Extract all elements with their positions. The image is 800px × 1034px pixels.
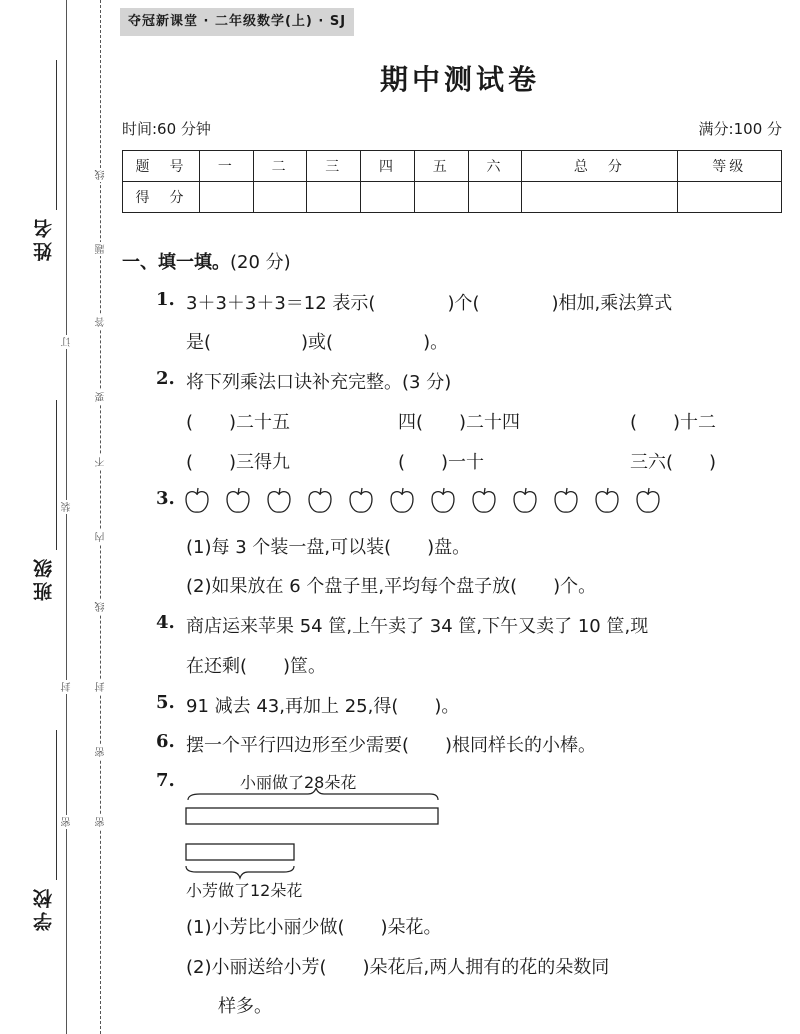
diagram-top-label: 小丽做了28朵花 <box>240 773 357 792</box>
apple-icon <box>635 486 661 514</box>
score-input-cell[interactable] <box>253 182 307 213</box>
bottom-brace <box>186 866 294 878</box>
top-brace <box>188 788 438 800</box>
question-text: 是( )或( )。 <box>186 332 449 353</box>
section-heading <box>122 248 291 274</box>
question-number: 1. <box>156 289 175 310</box>
apple-icon <box>594 486 620 514</box>
school-label: 学校 <box>33 885 55 931</box>
cut-mark: 要 <box>96 392 107 402</box>
cut-mark: 装 <box>62 502 73 512</box>
apple-icon <box>184 486 210 514</box>
question-number: 7. <box>156 770 175 791</box>
rhyme-item: ( )三得九 <box>186 452 291 473</box>
question-number: 2. <box>156 368 175 389</box>
apple-icon <box>512 486 538 514</box>
table-cell: 五 <box>414 151 468 182</box>
apple-row <box>184 486 676 514</box>
margin-rule-left <box>66 0 67 1034</box>
question-text: 摆一个平行四边形至少需要( )根同样长的小棒。 <box>186 735 597 756</box>
rhyme-item: 三六( ) <box>630 452 717 473</box>
score-input-cell[interactable] <box>414 182 468 213</box>
class-blank-line <box>56 400 57 550</box>
exam-time: 时间:60 分钟 <box>122 120 211 138</box>
question-text: 商店运来苹果 54 筐,上午卖了 34 筐,下午又卖了 10 筐,现 <box>186 616 649 637</box>
score-input-cell[interactable] <box>677 182 782 213</box>
table-cell: 题 号 <box>123 151 200 182</box>
cut-mark: 封 <box>62 682 73 692</box>
series-banner: 夺冠新课堂 · 二年级数学(上) · SJ <box>120 8 354 36</box>
section-title: 一、填一填。 <box>122 252 230 273</box>
cut-mark: 不 <box>96 457 107 467</box>
class-label: 班级 <box>33 555 55 601</box>
question-number: 5. <box>156 692 175 713</box>
table-cell: 总 分 <box>522 151 677 182</box>
question-text: 91 减去 43,再加上 25,得( )。 <box>186 696 460 717</box>
diagram-bottom-label: 小芳做了12朵花 <box>186 881 303 900</box>
apple-icon <box>307 486 333 514</box>
table-cell: 三 <box>307 151 361 182</box>
table-row <box>123 151 782 182</box>
short-bar <box>186 844 294 860</box>
cut-mark: 线 <box>96 602 107 612</box>
question-text: 3＋3＋3＋3＝12 表示( )个( )相加,乘法算式 <box>186 293 673 314</box>
page-title: 期中测试卷 <box>379 63 540 96</box>
section-points: (20 分) <box>230 252 291 273</box>
score-input-cell[interactable] <box>361 182 415 213</box>
rhyme-item: ( )二十五 <box>186 412 291 433</box>
table-cell: 得 分 <box>123 182 200 213</box>
question-number: 6. <box>156 731 175 752</box>
cut-mark: 题 <box>96 244 107 254</box>
name-label: 姓名 <box>33 215 55 261</box>
cut-mark: 订 <box>62 337 73 347</box>
score-input-cell[interactable] <box>200 182 254 213</box>
apple-icon <box>471 486 497 514</box>
question-number: 3. <box>156 488 175 509</box>
question-text: 在还剩( )筐。 <box>186 656 327 677</box>
cut-mark: 内 <box>96 532 107 542</box>
score-table <box>122 150 782 213</box>
score-input-cell[interactable] <box>307 182 361 213</box>
apple-icon <box>225 486 251 514</box>
table-cell: 等级 <box>677 151 782 182</box>
cut-mark: 线 <box>96 170 107 180</box>
rhyme-item: ( )一十 <box>398 452 485 473</box>
question-text: (1)每 3 个装一盘,可以装( )盘。 <box>186 537 471 558</box>
full-score: 满分:100 分 <box>698 120 782 138</box>
segment-diagram <box>180 788 450 888</box>
score-input-cell[interactable] <box>522 182 677 213</box>
cut-mark: 答 <box>96 317 107 327</box>
question-text: 样多。 <box>218 996 272 1017</box>
table-cell: 六 <box>468 151 522 182</box>
question-text: (2)小丽送给小芳( )朵花后,两人拥有的花的朵数同 <box>186 957 610 978</box>
long-bar <box>186 808 438 824</box>
cut-mark: 密 <box>96 817 107 827</box>
table-row <box>123 182 782 213</box>
apple-icon <box>553 486 579 514</box>
school-blank-line <box>56 730 57 880</box>
question-text: (2)如果放在 6 个盘子里,平均每个盘子放( )个。 <box>186 576 597 597</box>
rhyme-item: 四( )二十四 <box>398 412 521 433</box>
score-input-cell[interactable] <box>468 182 522 213</box>
margin-cut-line <box>100 0 101 1034</box>
question-number: 4. <box>156 612 175 633</box>
table-cell: 一 <box>200 151 254 182</box>
table-cell: 四 <box>361 151 415 182</box>
apple-icon <box>348 486 374 514</box>
cut-mark: 封 <box>96 682 107 692</box>
apple-icon <box>389 486 415 514</box>
table-cell: 二 <box>253 151 307 182</box>
cut-mark: 密 <box>62 817 73 827</box>
question-text: (1)小芳比小丽少做( )朵花。 <box>186 917 442 938</box>
apple-icon <box>266 486 292 514</box>
rhyme-item: ( )十二 <box>630 412 717 433</box>
cut-mark: 密 <box>96 747 107 757</box>
question-text: 将下列乘法口诀补充完整。(3 分) <box>186 372 452 393</box>
apple-icon <box>430 486 456 514</box>
